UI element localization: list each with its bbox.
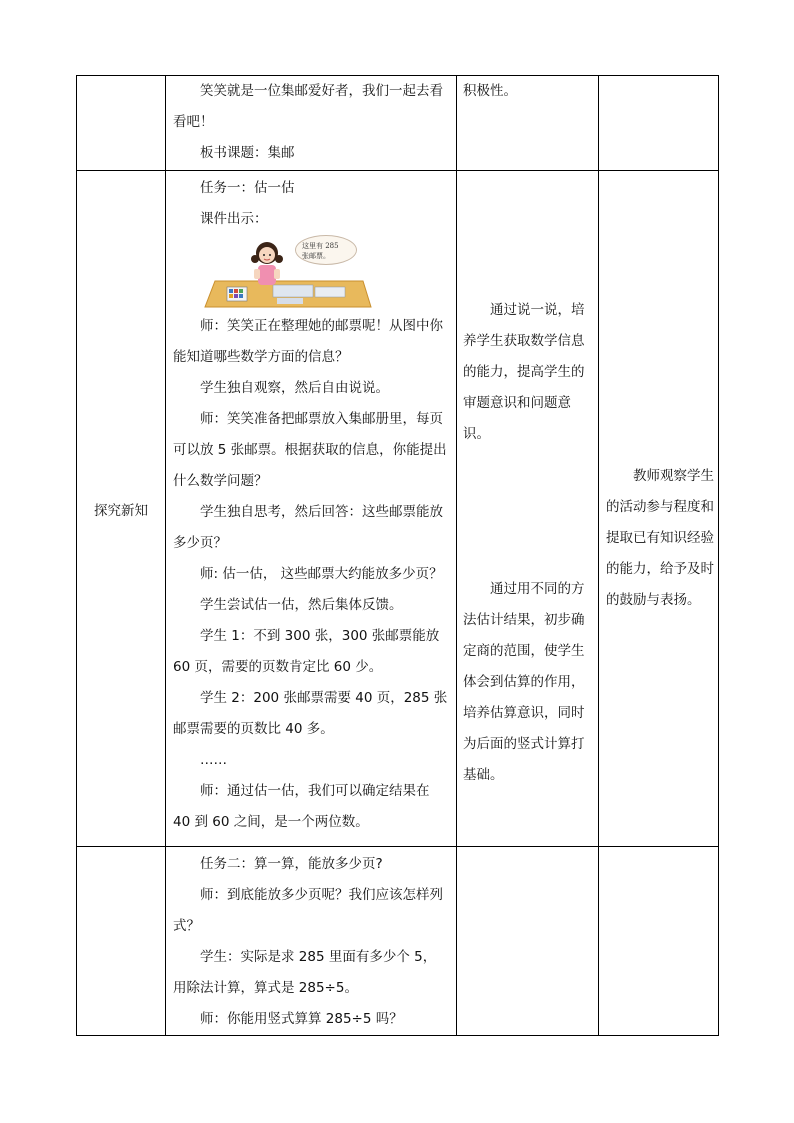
stage-cell-empty [77,847,166,1036]
evaluation-cell [599,171,719,847]
evaluation-text: 教师观察学生的活动参与程度和提取已有知识经验的能力，给予及时的鼓励与表扬。 [606,468,714,608]
intent-cell-empty [457,847,599,1036]
activity-paragraph: 任务二：算一算，能放多少页? [200,856,383,872]
activity-cell [166,76,457,171]
intent-cell [457,171,599,847]
activity-paragraph: 师：你能用竖式算算 285÷5 吗？ [200,1011,403,1027]
activity-paragraph: 师：到底能放多少页呢？我们应该怎样列式？ [173,887,443,934]
activity-paragraph: 学生尝试估一估，然后集体反馈。 [200,597,403,613]
activity-paragraph: …… [200,752,227,768]
intent-text: 积极性。 [463,83,517,99]
activity-paragraph: 学生独自观察，然后自由说说。 [200,380,389,396]
lesson-plan-table [76,75,719,1036]
intent-text-2: 通过用不同的方法估计结果，初步确定商的范围，使学生体会到估算的作用，培养估算意识，同时为后面的竖式计算打基础。 [463,581,585,783]
speech-bubble [295,235,357,265]
activity-paragraph: 学生 2：200 张邮票需要 40 页，285 张邮票需要的页数比 40 多。 [173,690,448,737]
table-row-calculate [77,847,719,1036]
activity-paragraph: 师：通过估一估，我们可以确定结果在 40 到 60 之间，是一个两位数。 [173,783,430,830]
intro-paragraph: 笑笑就是一位集邮爱好者，我们一起去看看吧！ [173,83,443,130]
board-title: 板书课题：集邮 [200,145,295,161]
task-title: 任务一：估一估 [200,180,295,196]
stage-cell [77,171,166,847]
activity-paragraph: 师：笑笑准备把邮票放入集邮册里，每页可以放 5 张邮票。根据获取的信息，你能提出什么数学问题？ [173,411,447,489]
activity-paragraph: 师：笑笑正在整理她的邮票呢！从图中你能知道哪些数学方面的信息？ [173,318,443,365]
evaluation-cell-empty [599,847,719,1036]
table-row-explore [77,171,719,847]
activity-paragraph: 学生：实际是求 285 里面有多少个 5，用除法计算，算式是 285÷5。 [173,949,437,996]
stage-label: 探究新知 [94,502,148,519]
illustration-girl-with-stamps [203,235,373,311]
activity-paragraph: 学生独自思考，然后回答：这些邮票能放多少页？ [173,504,443,551]
intent-cell [457,76,599,171]
activity-paragraph: 师: 估一估， 这些邮票大约能放多少页？ [200,566,443,582]
activity-cell [166,847,457,1036]
activity-paragraph: 学生 1：不到 300 张，300 张邮票能放 60 页，需要的页数肯定比 60 少。 [173,628,440,675]
activity-cell [166,171,457,847]
bubble-line-2: 张邮票。 [302,252,330,260]
table-row-intro [77,76,719,171]
evaluation-cell-empty [599,76,719,171]
intent-text-1: 通过说一说，培养学生获取数学信息的能力，提高学生的审题意识和问题意识。 [463,302,585,442]
bubble-line-1: 这里有 285 [302,242,339,250]
stage-cell-empty [77,76,166,171]
girl-image [245,239,289,295]
courseware-label: 课件出示： [200,211,268,227]
